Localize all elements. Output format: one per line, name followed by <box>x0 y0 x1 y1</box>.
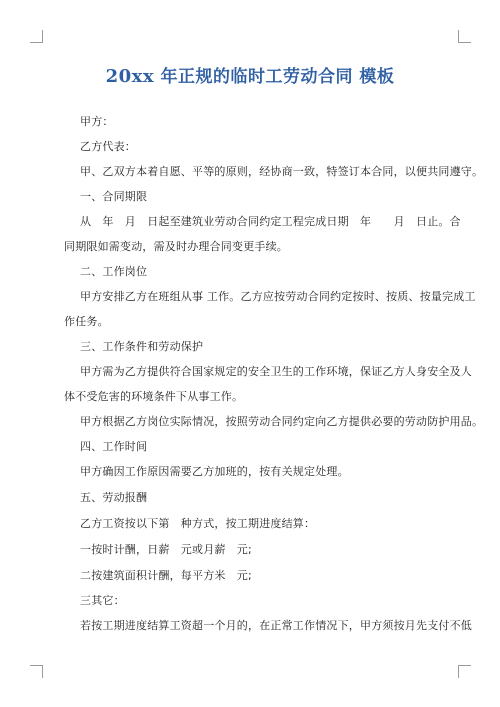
position-text-line-1: 甲方安排乙方在班组从事 工作。乙方应按劳动合同约定按时、按质、按量完成工 <box>80 290 476 303</box>
pay-method-text: 乙方工资按以下第 种方式，按工期进度结算： <box>80 517 316 530</box>
crop-mark-bottom-right <box>458 665 471 678</box>
pay-option-1: 一按时计酬，日薪 元或月薪 元; <box>80 543 252 556</box>
conditions-text-line-2: 体不受危害的环境条件下从事工作。 <box>64 390 244 403</box>
protection-text: 甲方根据乙方岗位实际情况，按照劳动合同约定向乙方提供必要的劳动防护用品。 <box>80 415 484 428</box>
title-year: 20xx <box>105 66 155 87</box>
position-text-line-2: 作任务。 <box>64 315 109 328</box>
conditions-text-line-1: 甲方需为乙方提供符合国家规定的安全卫生的工作环境，保证乙方人身安全及人 <box>80 365 472 378</box>
hours-text: 甲方确因工作原因需要乙方加班的，按有关规定处理。 <box>80 465 349 478</box>
crop-mark-top-left <box>30 30 43 43</box>
crop-mark-top-right <box>458 30 471 43</box>
crop-mark-bottom-left <box>30 665 43 678</box>
term-text-line-1: 从 年 月 日起至建筑业劳动合同约定工程完成日期 年 月 日止。合 <box>80 215 461 228</box>
section-heading-conditions: 三、工作条件和劳动保护 <box>80 340 204 353</box>
pay-settlement-text: 若按工期进度结算工资超一个月的，在正常工作情况下，甲方须按月先支付不低 <box>80 619 472 632</box>
pay-option-3: 三其它： <box>80 594 125 607</box>
section-heading-term: 一、合同期限 <box>80 190 148 203</box>
section-heading-hours: 四、工作时间 <box>80 440 148 453</box>
party-a-line: 甲方： <box>80 115 114 128</box>
term-text-line-2: 同期限如需变动，需及时办理合同变更手续。 <box>64 240 288 253</box>
preamble: 甲、乙双方本着自愿、平等的原则，经协商一致，特签订本合同，以便共同遵守。 <box>80 165 484 178</box>
section-heading-pay: 五、劳动报酬 <box>80 491 148 504</box>
title-text: 年正规的临时工劳动合同 模板 <box>154 67 395 87</box>
document-title <box>0 62 500 87</box>
party-b-line: 乙方代表： <box>80 140 136 153</box>
pay-option-2: 二按建筑面积计酬，每平方米 元; <box>80 569 252 582</box>
section-heading-position: 二、工作岗位 <box>80 265 148 278</box>
